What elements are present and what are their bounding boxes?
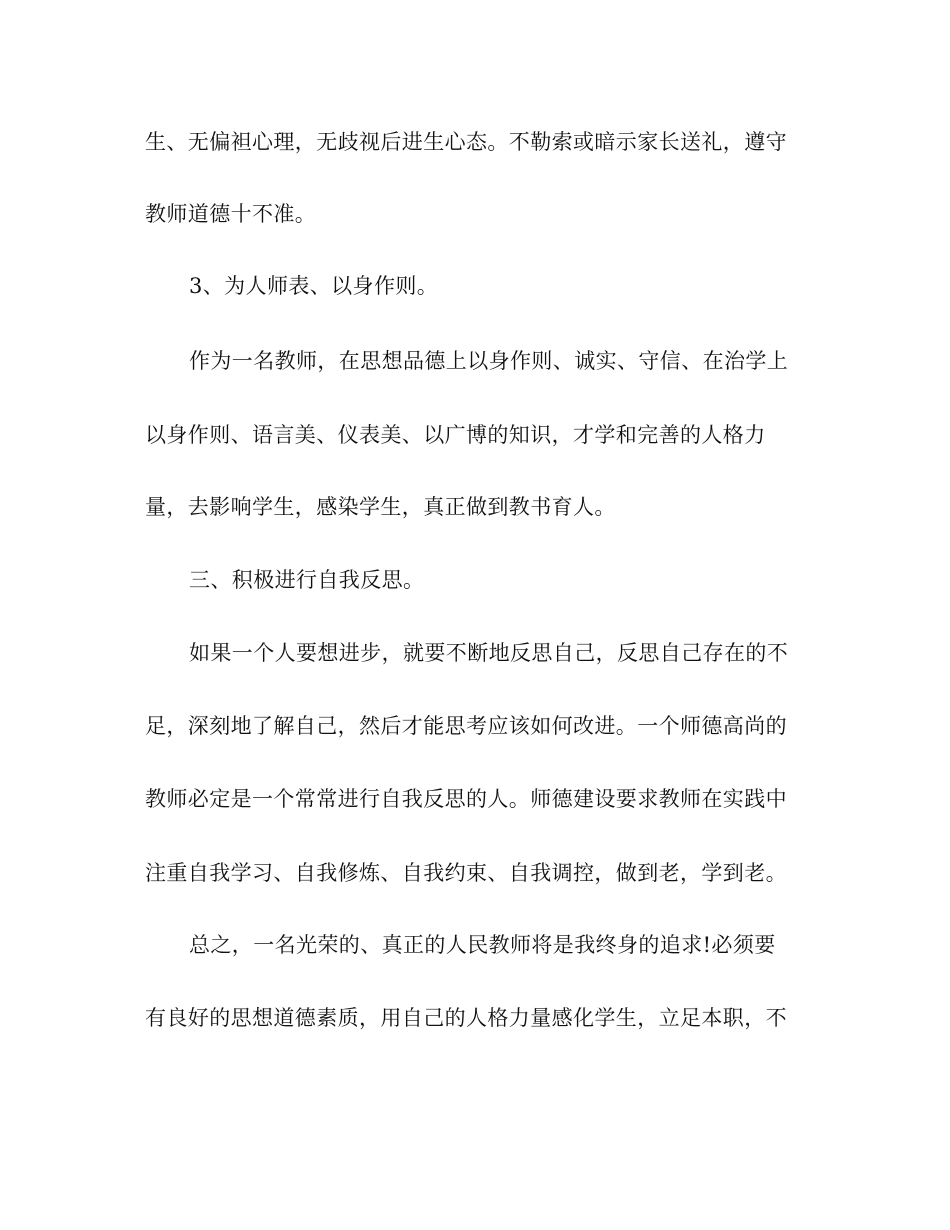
section-heading: 3、为人师表、以身作则。: [189, 274, 439, 298]
text-line: 如果一个人要想进步，就要不断地反思自己，反思自己存在的不: [189, 641, 789, 665]
text-line: 量，去影响学生，感染学生，真正做到教书育人。: [145, 495, 616, 519]
text-line: 生、无偏袒心理，无歧视后进生心态。不勒索或暗示家长送礼，遵守: [145, 130, 787, 154]
section-heading: 三、积极进行自我反思。: [189, 568, 425, 592]
text-line: 注重自我学习、自我修炼、自我约束、自我调控，做到老，学到老。: [145, 861, 787, 885]
text-line: 教师道德十不准。: [145, 202, 317, 226]
text-line: 总之，一名光荣的、真正的人民教师将是我终身的追求!必须要: [189, 933, 776, 957]
text-line: 以身作则、语言美、仪表美、以广博的知识，才学和完善的人格力: [145, 423, 766, 447]
text-line: 足，深刻地了解自己，然后才能思考应该如何改进。一个师德高尚的: [145, 714, 787, 738]
text-line: 有良好的思想道德素质，用自己的人格力量感化学生，立足本职，不: [145, 1006, 787, 1030]
text-line: 教师必定是一个常常进行自我反思的人。师德建设要求教师在实践中: [145, 787, 787, 811]
text-line: 作为一名教师，在思想品德上以身作则、诚实、守信、在治学上: [189, 349, 789, 373]
